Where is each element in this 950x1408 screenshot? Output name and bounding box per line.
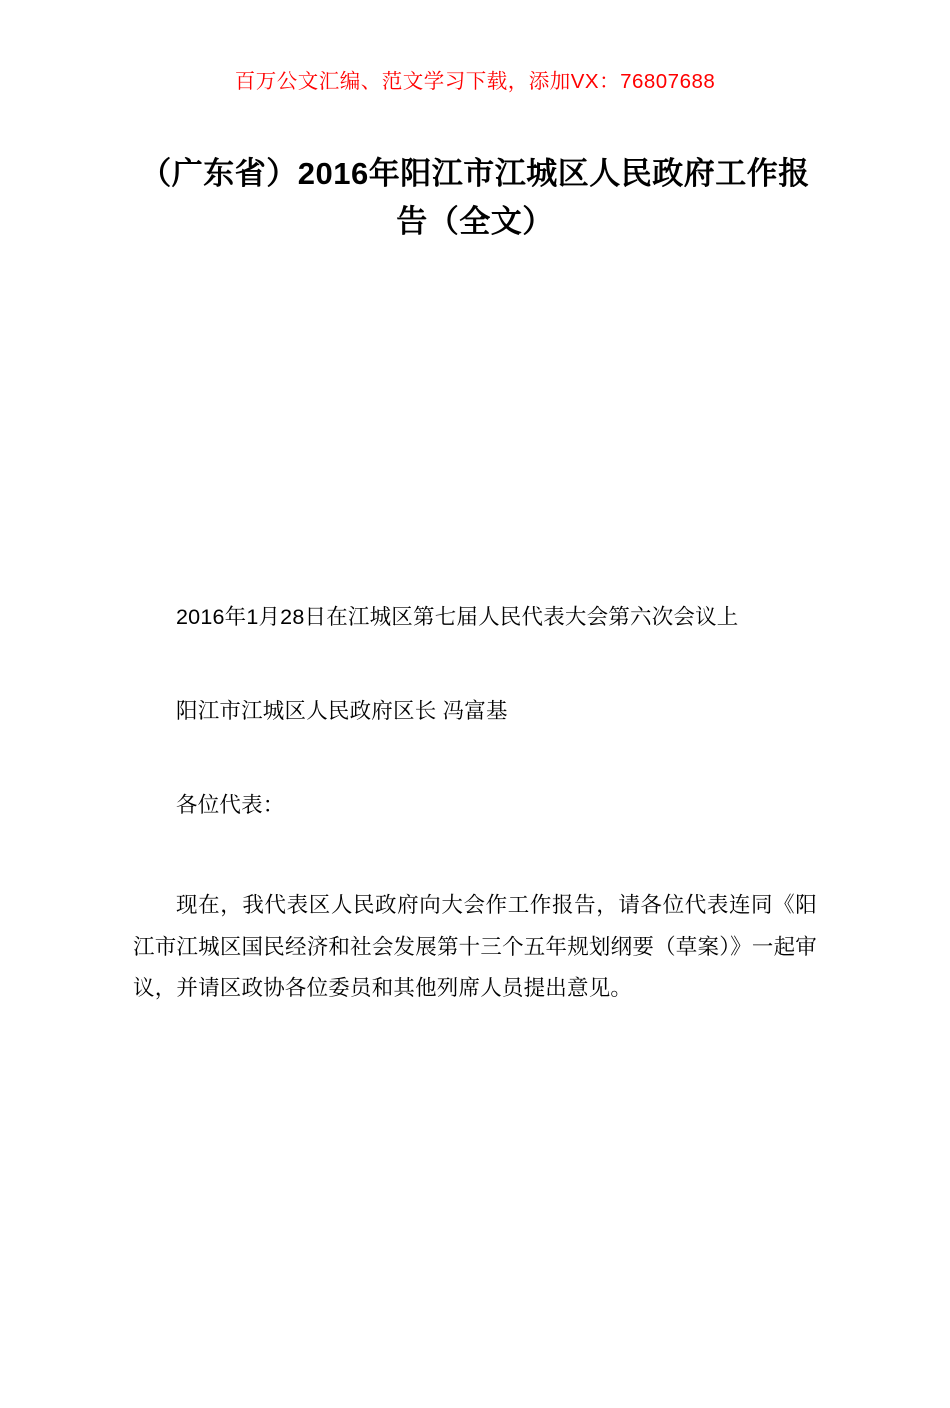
title-body-spacer [133,267,817,597]
opening-paragraph: 现在，我代表区人民政府向大会作工作报告，请各位代表连同《阳江市江城区国民经济和社会发展第十三个五年规划纲要（草案）》一起审议，并请区政协各位委员和其他列席人员提出意见。 [133,892,817,1001]
page-title: （广东省）2016年阳江市江城区人民政府工作报告（全文） [140,156,810,240]
salutation-line: 各位代表： [176,792,285,817]
watermark-text: 百万公文汇编、范文学习下载，添加VX：76807688 [234,70,716,93]
presenter-line: 阳江市江城区人民政府区长 冯富基 [176,698,508,723]
document-page [0,64,950,1408]
meeting-info-line: 2016年1月28日在江城区第七届人民代表大会第六次会议上 [176,604,739,629]
